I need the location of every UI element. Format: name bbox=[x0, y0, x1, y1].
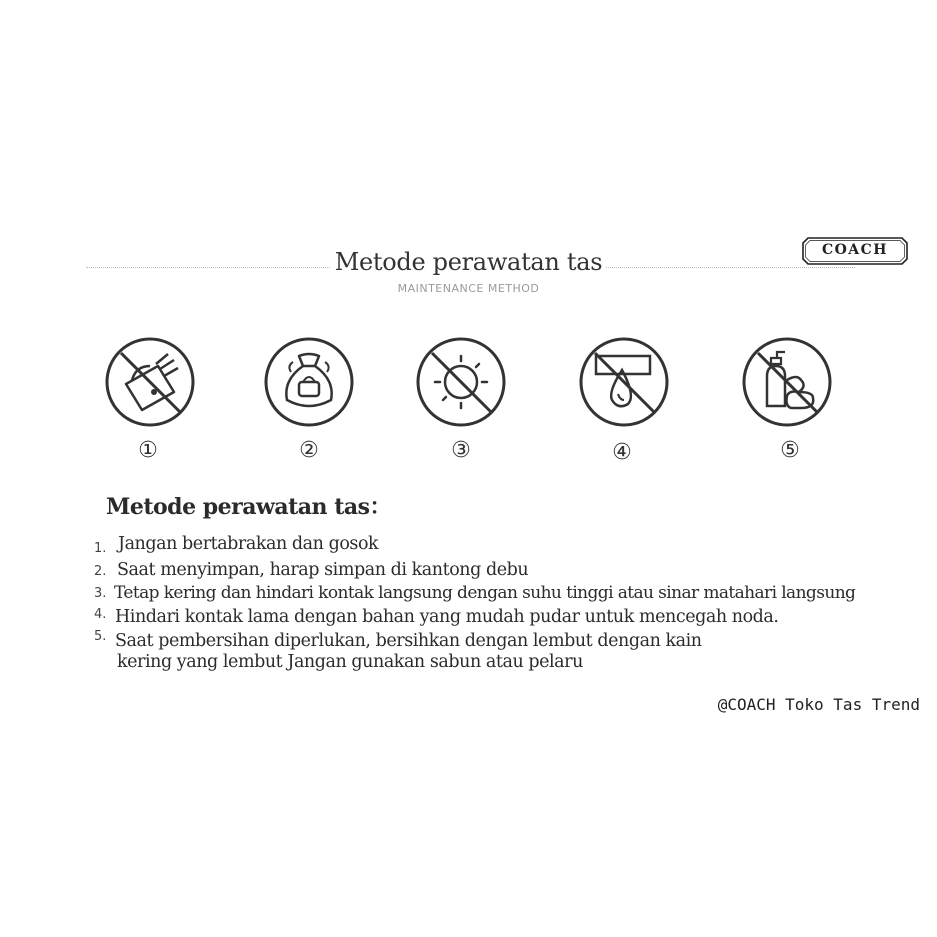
list-item-1-number: 1. bbox=[94, 541, 107, 556]
list-item-5-number: 5. bbox=[94, 629, 107, 644]
page-title: Metode perawatan tas bbox=[0, 248, 937, 276]
list-item-3-number: 3. bbox=[94, 586, 107, 601]
icon-number-4: ④ bbox=[612, 440, 632, 465]
list-item-2-number: 2. bbox=[94, 564, 107, 579]
page-subtitle: MAINTENANCE METHOD bbox=[397, 282, 540, 295]
list-item-2-text: Saat menyimpan, harap simpan di kantong debu bbox=[117, 560, 529, 580]
icon-number-3: ③ bbox=[451, 438, 471, 463]
icon-number-1: ① bbox=[138, 438, 158, 463]
list-item-3-text: Tetap kering dan hindari kontak langsung dengan suhu tinggi atau sinar matahari langsung bbox=[114, 583, 856, 603]
brand-logo-text: COACH bbox=[821, 242, 889, 258]
icon-number-5: ⑤ bbox=[780, 438, 800, 463]
dust-bag-icon bbox=[263, 336, 355, 428]
icon-number-2: ② bbox=[299, 438, 319, 463]
no-scratch-bag-icon bbox=[104, 336, 196, 428]
list-item-4-text: Hindari kontak lama dengan bahan yang mudah pudar untuk mencegah noda. bbox=[115, 607, 779, 627]
footer-credit: @COACH Toko Tas Trend bbox=[717, 695, 920, 714]
no-soap-icon bbox=[741, 336, 833, 428]
no-water-icon bbox=[578, 336, 670, 428]
list-item-5-text: Saat pembersihan diperlukan, bersihkan dengan lembut dengan kain bbox=[115, 631, 702, 651]
list-item-1-text: Jangan bertabrakan dan gosok bbox=[118, 534, 379, 554]
instructions-heading: Metode perawatan tas： bbox=[106, 494, 392, 520]
list-item-4-number: 4. bbox=[94, 607, 107, 622]
no-sun-icon bbox=[415, 336, 507, 428]
list-item-5-text-continued: kering yang lembut Jangan gunakan sabun atau pelaru bbox=[117, 652, 583, 672]
